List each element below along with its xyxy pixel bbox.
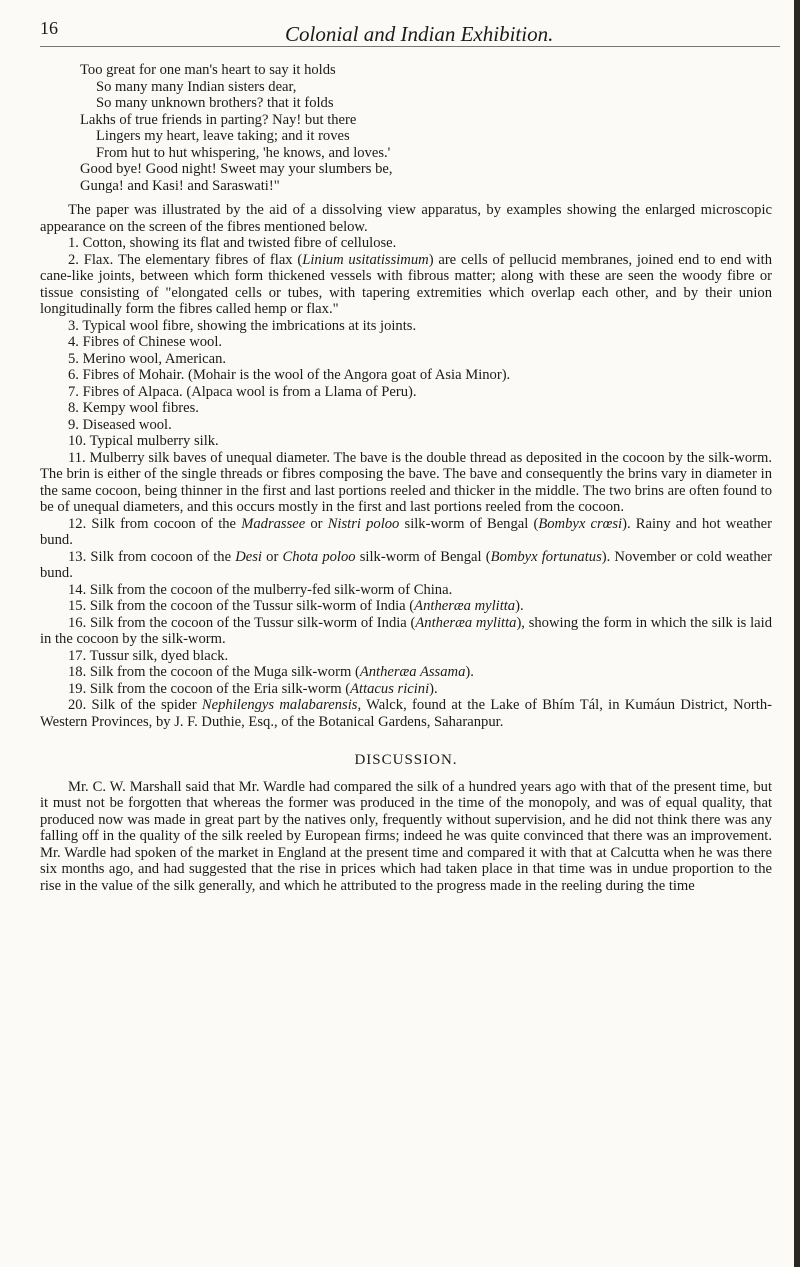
header-rule xyxy=(40,46,780,47)
list-item: 18. Silk from the cocoon of the Muga silk-worm (Antheræa Assama). xyxy=(68,664,474,680)
list-item: 13. Silk from cocoon of the Desi or Chota poloo silk-worm of Bengal (Bombyx fortunatus). November or cold weather bund. xyxy=(40,548,772,581)
discussion-paragraph: Mr. C. W. Marshall said that Mr. Wardle had compared the silk of a hundred years ago with that of the present time, but it must not be forgotten that whereas the former was produced in the time of the monopoly, and was of equal quality, that produced now was made in great part by the natives only, frequently without supervision, and he did not think there was any falling off in the quality of the silk reeled by European firms; indeed he was quite convinced that there was an improvement. Mr. Wardle had spoken of the market in England at the present time and compared it with that at Calcutta when he was there six months ago, and had suggested that the rise in prices which had taken place in that time was in undue proportion to the rise in the value of the silk generally, and which he attributed to the progress made in the reeling during the time xyxy=(40,778,772,894)
list-item: 5. Merino wool, American. xyxy=(68,350,227,367)
list-item: 10. Typical mulberry silk. xyxy=(68,433,219,449)
list-item: 16. Silk from the cocoon of the Tussur silk-worm of India (Antheræa mylitta), showing the form in which the silk is laid in the cocoon by the silk-worm. xyxy=(40,614,772,647)
poem-line: Too great for one man's heart to say it holds xyxy=(80,62,336,78)
poem-line: Gunga! and Kasi! and Saraswati!" xyxy=(80,177,280,194)
intro-paragraph: The paper was illustrated by the aid of a dissolving view apparatus, by examples showing the enlarged microscopic appearance on the screen of the fibres mentioned below. xyxy=(40,202,772,235)
list-item: 7. Fibres of Alpaca. (Alpaca wool is from a Llama of Peru). xyxy=(68,383,417,400)
page-number: 16 xyxy=(40,18,58,38)
poem-line: So many unknown brothers? that it folds xyxy=(96,95,334,111)
list-item: 3. Typical wool fibre, showing the imbrications at its joints. xyxy=(68,317,417,334)
discussion-heading: DISCUSSION. xyxy=(354,752,458,768)
running-title: Colonial and Indian Exhibition. xyxy=(285,22,554,46)
page-edge-shadow xyxy=(794,0,800,1267)
list-item: 17. Tussur silk, dyed black. xyxy=(68,647,229,664)
page-body xyxy=(40,62,772,894)
poem-line: Lingers my heart, leave taking; and it roves xyxy=(96,128,350,144)
page-header xyxy=(40,18,780,58)
list-item: 9. Diseased wool. xyxy=(68,416,172,433)
poem-line: So many many Indian sisters dear, xyxy=(96,78,297,95)
list-item: 8. Kempy wool fibres. xyxy=(68,400,199,416)
poem-stanza xyxy=(80,62,772,194)
list-item: 20. Silk of the spider Nephilengys malabarensis, Walck, found at the Lake of Bhím Tál, in Kumáun District, North-Western Provinces, by J. F. Duthie, Esq., of the Botanical Gardens, Saharanpur. xyxy=(40,697,772,730)
list-item: 14. Silk from the cocoon of the mulberry-fed silk-worm of China. xyxy=(68,581,453,598)
list-item: 4. Fibres of Chinese wool. xyxy=(68,334,223,350)
poem-line: From hut to hut whispering, 'he knows, and loves.' xyxy=(96,144,391,161)
fibre-list xyxy=(40,235,772,730)
list-item: 6. Fibres of Mohair. (Mohair is the wool of the Angora goat of Asia Minor). xyxy=(68,367,511,383)
poem-line: Good bye! Good night! Sweet may your slumbers be, xyxy=(80,161,393,177)
list-item: 15. Silk from the cocoon of the Tussur silk-worm of India (Antheræa mylitta). xyxy=(68,598,524,614)
list-item: 12. Silk from cocoon of the Madrassee or Nistri poloo silk-worm of Bengal (Bombyx crœsi). Rainy and hot weather bund. xyxy=(40,515,772,548)
poem-line: Lakhs of true friends in parting? Nay! but there xyxy=(80,111,357,128)
list-item: 1. Cotton, showing its flat and twisted fibre of cellulose. xyxy=(68,235,397,251)
list-item: 19. Silk from the cocoon of the Eria silk-worm (Attacus ricini). xyxy=(68,680,438,697)
list-item: 2. Flax. The elementary fibres of flax (Linium usitatissimum) are cells of pellucid membranes, joined end to end with cane-like joints, between which form thickened vessels with fibrous matter; along with these are seen the woody fibre or tissue consisting of "elongated cells or tubes, with tapering extremities which overlap each other, and by their union longitudinally form the fibres called hemp or flax." xyxy=(40,251,772,317)
list-item: 11. Mulberry silk baves of unequal diameter. The bave is the double thread as deposited in the cocoon by the silk-worm. The brin is either of the single threads or fibres composing the bave. The bave and consequently the brins vary in diameter in the same cocoon, being thinner in the first and last portions reeled and thicker in the middle. The two brins are often found to be of unequal diameters, and this occurs mostly in the first and last portions reeled from the cocoon. xyxy=(40,449,772,515)
